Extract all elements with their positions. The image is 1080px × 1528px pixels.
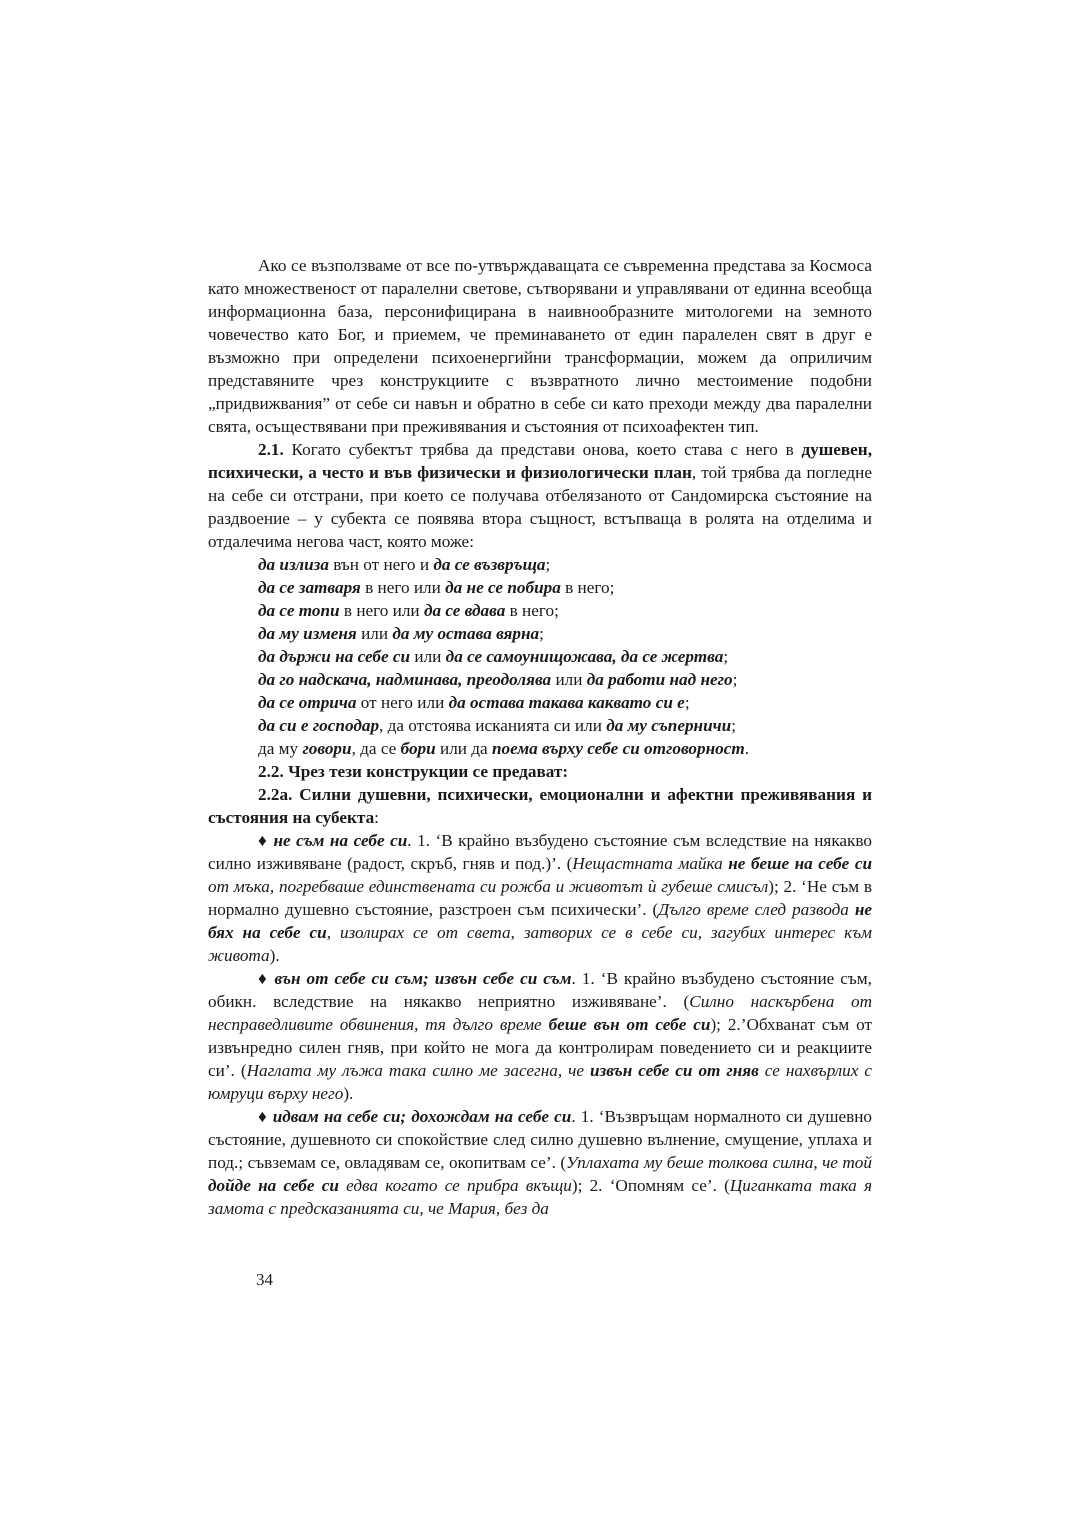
section-number: 2.1. <box>258 440 284 459</box>
list-item: да излиза вън от него и да се възвръща; <box>258 555 551 574</box>
heading-2-2a: 2.2а. Силни душевни, психически, емоционални и афектни преживявания и състояния на субекта: <box>208 785 872 827</box>
list-item: да го надскача, надминава, преодолява или да работи над него; <box>258 670 738 689</box>
entry-headword: не съм на себе си <box>273 831 408 850</box>
diamond-bullet-icon: ♦ <box>258 831 274 850</box>
paragraph-2-1: 2.1. Когато субектът трябва да представи онова, което става с него в душевен, психически, а често и във физически и физиологически план, той трябва да погледне на себе си отстрани, при което се получава отбелязаното от Сандомирска състояние на раздвоение – у субекта се появява втора същност, встъпваща в ролята на отделима и отдалечима негова част, която може: <box>208 440 872 551</box>
list-item: да му изменя или да му остава вярна; <box>258 624 544 643</box>
body-text <box>208 254 872 1220</box>
list-item-last: да му говори, да се бори или да поема върху себе си отговорност. <box>258 739 750 758</box>
page-number: 34 <box>256 1270 273 1289</box>
list-item: да се топи в него или да се вдава в него; <box>258 601 559 620</box>
paragraph-intro: Ако се възползваме от все по-утвърждаващата се съвременна представа за Космоса като множественост от паралелни светове, сътворявани и управлявани от единна всеобща информационна база, персонифицирана в наивнообразните митологеми на земното човечество като Бог, и приемем, че преминаването от един паралелен свят в друг е възможно при определени психоенергийни трансформации, можем да оприличим представяните чрез конструкциите с възвратното лично местоимение подобни „придвижвания” от себе си навън и обратно в себе си като преходи между два паралелни свята, осъществявани при преживявания и състояния от психоафектен тип. <box>208 256 872 436</box>
entry-headword: вън от себе си съм; извън себе си съм <box>274 969 572 988</box>
list-item: да си е господар, да отстоява исканията си или да му съперничи; <box>258 716 737 735</box>
diamond-bullet-icon: ♦ <box>258 1107 273 1126</box>
list-item: да се затваря в него или да не се побира в него; <box>258 578 615 597</box>
list-item: да се отрича от него или да остава такава каквато си е; <box>258 693 690 712</box>
entry-van-ot-sebe-si: ♦ вън от себе си съм; извън себе си съм. 1. ‘В крайно възбудено състояние съм, обикн. вследствие на някакво неприятно изживяване’. (Силно наскърбена от несправедливите обвинения, тя дълго време беше вън от себе си); 2.’Обхванат съм от извънредно силен гняв, при който не мога да контролирам поведението си и реакциите си’. (Наглата му лъжа така силно ме засегна, че извън себе си от гняв се нахвърлих с юмруци върху него). <box>208 969 872 1103</box>
diamond-bullet-icon: ♦ <box>258 969 275 988</box>
entry-idvam-na-sebe-si: ♦ идвам на себе си; дохождам на себе си. 1. ‘Възвръщам нормалното си душевно състояние, душевното си спокойствие след силно душевно вълнение, смущение, уплаха и под.; съвземам се, овладявам се, окопитвам се’. (Уплахата му беше толкова силна, че той дойде на себе си едва когато се прибра вкъщи); 2. ‘Опомням се’. (Циганката така я замота с предсказанията си, че Мария, без да <box>208 1107 873 1218</box>
list-item: да държи на себе си или да се самоунищожава, да се жертва; <box>258 647 729 666</box>
entry-headword: идвам на себе си; дохождам на себе си <box>272 1107 572 1126</box>
entry-ne-sam-na-sebe-si: ♦ не съм на себе си. 1. ‘В крайно възбудено състояние съм вследствие на някакво силно изживяване (радост, скръб, гняв и под.)’. (Нещастната майка не беше на себе си от мъка, погребваше единствената си рожба и животът ѝ губеше смисъл); 2. ‘Не съм в нормално душевно състояние, разстроен съм психически’. (Дълго време след развода не бях на себе си, изолирах се от света, затворих се в себе си, загубих интерес към живота). <box>208 831 873 965</box>
heading-2-2: 2.2. Чрез тези конструкции се предават: <box>258 762 569 781</box>
